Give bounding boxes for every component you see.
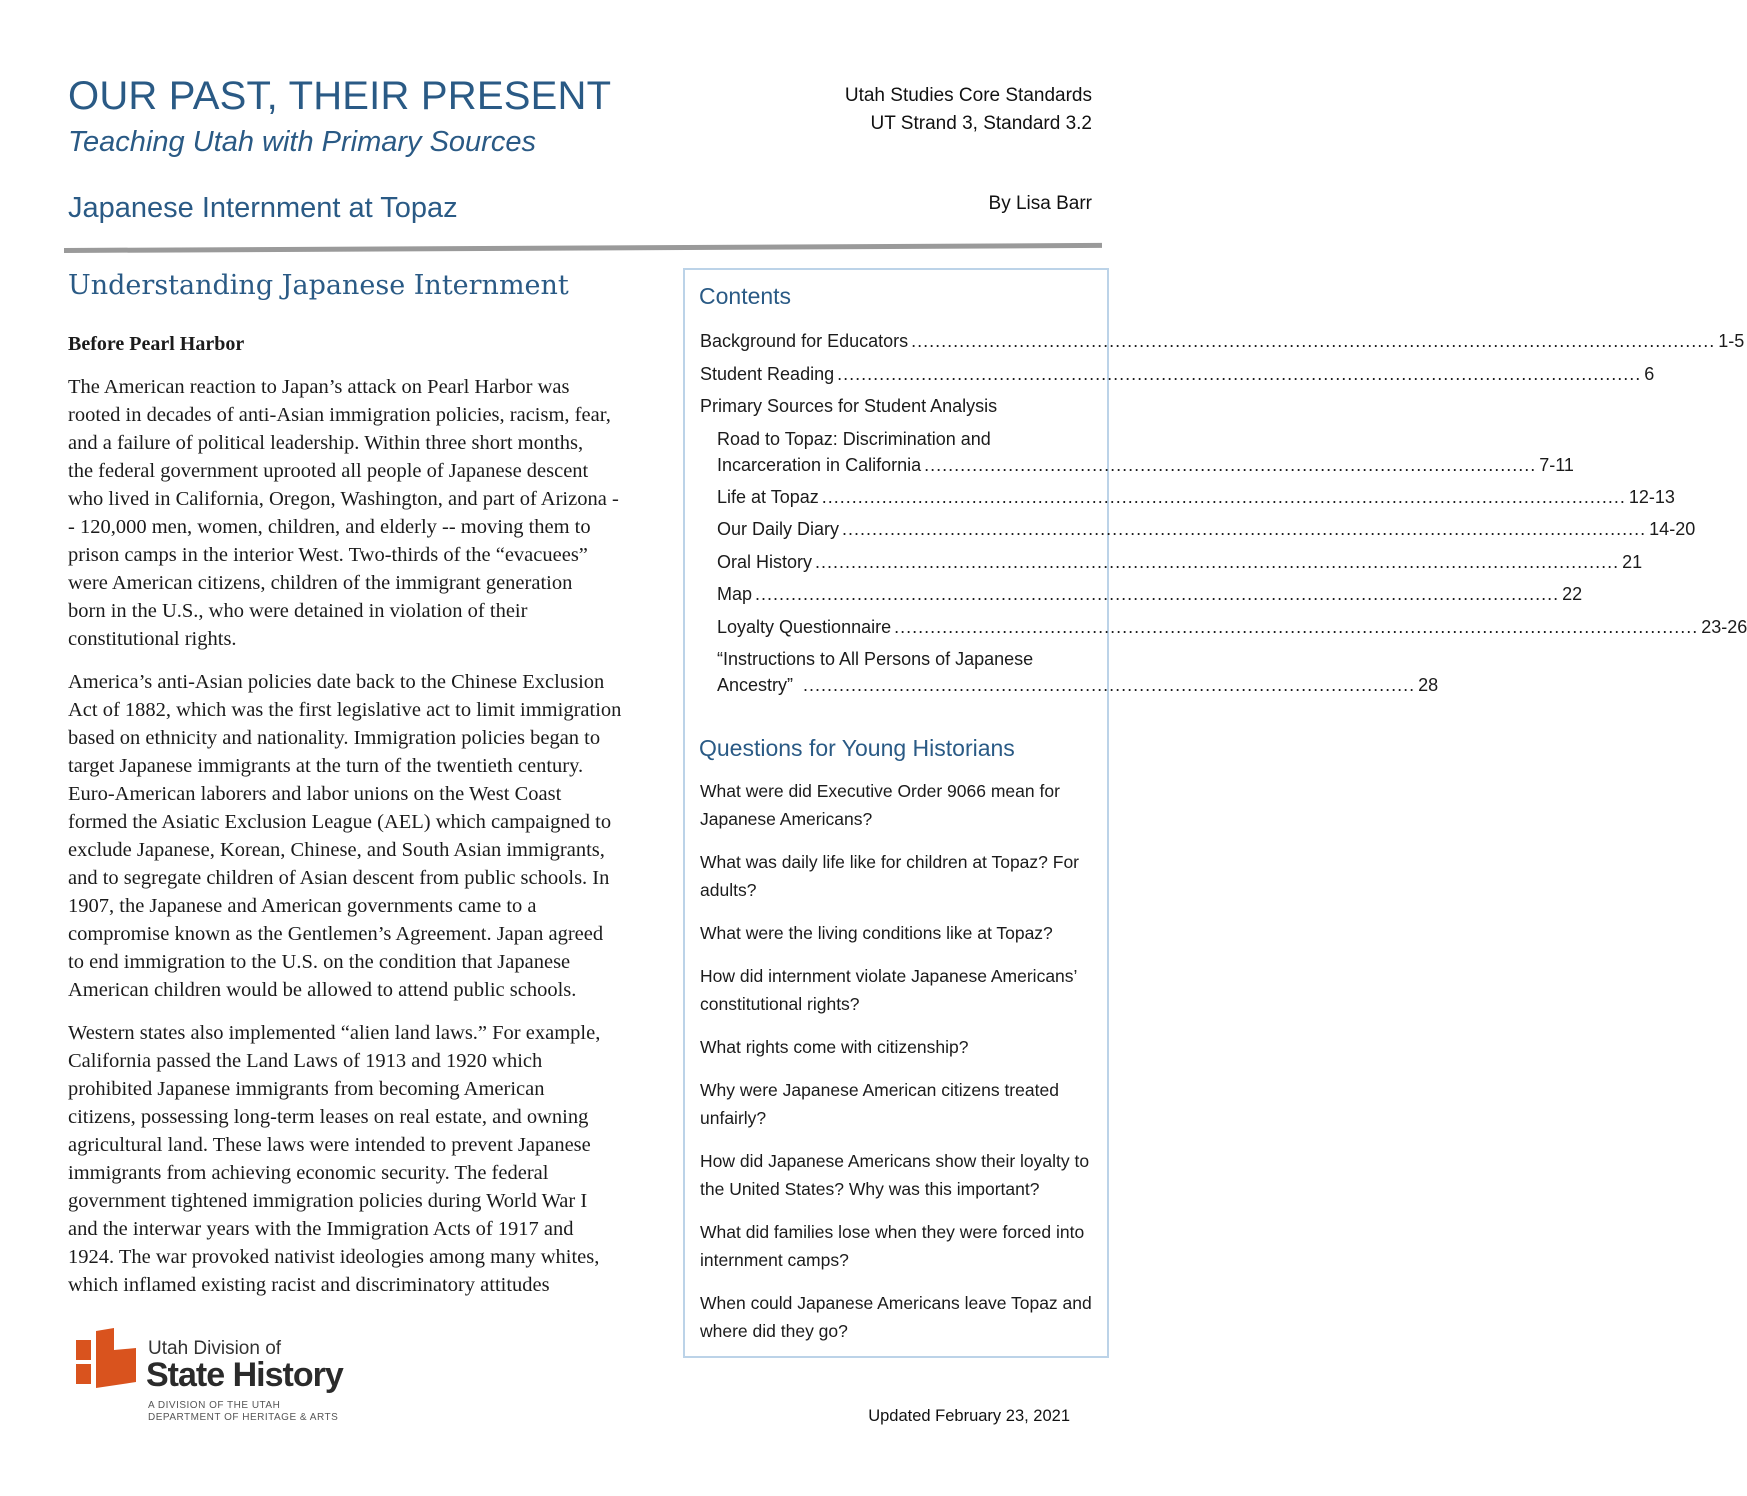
toc-leader: [822, 484, 1626, 510]
toc-label: Life at Topaz: [717, 486, 819, 507]
logo-tagline-line-2: DEPARTMENT OF HERITAGE & ARTS: [148, 1412, 339, 1423]
text-line: citizens, possessing long-term leases on real estate, and owning: [68, 1106, 589, 1128]
question-item: What rights come with citizenship?: [700, 1037, 969, 1057]
toc-label: Oral History: [717, 551, 813, 572]
toc-leader: [911, 328, 1715, 354]
toc-label: Background for Educators: [700, 331, 909, 351]
text-line: 1924. The war provoked nativist ideologies among many whites,: [68, 1246, 600, 1268]
article-subheading: Before Pearl Harbor: [68, 333, 245, 355]
standards-line-2: UT Strand 3, Standard 3.2: [870, 113, 1092, 134]
text-line: target Japanese immigrants at the turn of the twentieth century.: [68, 755, 584, 777]
text-line: formed the Asiatic Exclusion League (AEL) which campaigned to: [68, 811, 612, 833]
toc-page: 6: [1644, 363, 1655, 384]
text-line: based on ethnicity and nationality. Immigration policies began to: [68, 727, 601, 749]
page-subtitle: Teaching Utah with Primary Sources: [68, 126, 536, 158]
toc-item[interactable]: [700, 328, 1745, 361]
text-line: - 120,000 men, women, children, and elderly -- moving them to: [68, 516, 591, 538]
toc-item[interactable]: [700, 484, 1675, 517]
question-item: What were the living conditions like at Topaz?: [700, 923, 1053, 943]
header-divider: [64, 243, 1102, 253]
question-item: How did internment violate Japanese Americans’ constitutional rights?: [700, 966, 1077, 1014]
toc-label-continued: Ancestry”: [717, 675, 794, 695]
question-item: How did Japanese Americans show their loyalty to the United States? Why was this important?: [700, 1151, 1090, 1199]
toc-label: Road to Topaz: Discrimination and: [717, 428, 991, 449]
paragraph-3: [68, 1019, 668, 1299]
toc-label: Map: [717, 584, 753, 604]
toc-label: Primary Sources for Student Analysis: [700, 396, 998, 416]
text-line: and to segregate children of Asian descent from public schools. In: [68, 867, 610, 889]
toc-page: 23-26: [1701, 616, 1747, 637]
toc-leader: ......................................................................................................: [924, 454, 1537, 475]
text-line: were American citizens, children of the immigrant generation: [68, 572, 573, 594]
text-line: American children would be allowed to attend public schools.: [68, 979, 577, 1001]
toc-group-heading[interactable]: [700, 393, 1092, 426]
article-body: [68, 373, 668, 1314]
text-line: The American reaction to Japan’s attack on Pearl Harbor was: [68, 376, 570, 398]
state-history-logo-icon: [70, 1328, 142, 1394]
toc-leader: ......................................................................................................: [803, 675, 1416, 695]
toc-label-continued: Incarceration in California: [717, 454, 922, 475]
question-item: What was daily life like for children at Topaz? For adults?: [700, 852, 1080, 900]
toc-page: 21: [1622, 551, 1643, 572]
text-line: and the interwar years with the Immigration Acts of 1917 and: [68, 1218, 574, 1240]
toc-label: Student Reading: [700, 363, 835, 384]
text-line: compromise known as the Gentlemen’s Agreement. Japan agreed: [68, 923, 604, 945]
updated-date: Updated February 23, 2021: [868, 1407, 1070, 1425]
paragraph-2: [68, 668, 668, 1004]
toc-page: 28: [1418, 675, 1439, 695]
text-line: prohibited Japanese immigrants from becoming American: [68, 1078, 545, 1100]
text-line: exclude Japanese, Korean, Chinese, and South Asian immigrants,: [68, 839, 605, 861]
questions-list: [700, 777, 1100, 1360]
text-line: Western states also implemented “alien land laws.” For example,: [68, 1022, 601, 1044]
text-line: America’s anti-Asian policies date back to the Chinese Exclusion: [68, 671, 605, 693]
toc-item[interactable]: [700, 614, 1747, 647]
paragraph-1: [68, 373, 668, 653]
toc-page: 1-5: [1718, 331, 1745, 351]
toc-item[interactable]: [700, 516, 1696, 549]
question-item: What did families lose when they were forced into internment camps?: [700, 1222, 1085, 1270]
table-of-contents: [700, 328, 1747, 704]
page-title: OUR PAST, THEIR PRESENT: [68, 74, 612, 118]
text-line: constitutional rights.: [68, 628, 237, 650]
text-line: the federal government uprooted all people of Japanese descent: [68, 460, 589, 482]
questions-heading: Questions for Young Historians: [699, 735, 1015, 761]
logo-text-tagline: [148, 1400, 338, 1424]
logo-tagline-line-1: A DIVISION OF THE UTAH: [148, 1400, 281, 1411]
toc-item[interactable]: [700, 426, 1574, 484]
section-title: Understanding Japanese Internment: [68, 270, 569, 301]
question-item: What were did Executive Order 9066 mean for Japanese Americans?: [700, 781, 1060, 829]
text-line: which inflamed existing racist and discriminatory attitudes: [68, 1274, 550, 1296]
lesson-topic: Japanese Internment at Topaz: [68, 192, 458, 224]
toc-leader: [755, 581, 1559, 607]
text-line: to end immigration to the U.S. on the condition that Japanese: [68, 951, 571, 973]
toc-label: Our Daily Diary: [717, 519, 840, 539]
text-line: prison camps in the interior West. Two-thirds of the “evacuees”: [68, 544, 588, 566]
toc-label: Loyalty Questionnaire: [717, 616, 892, 637]
text-line: immigrants from achieving economic security. The federal: [68, 1162, 549, 1184]
text-line: government tightened immigration policies during World War I: [68, 1190, 588, 1212]
text-line: California passed the Land Laws of 1913 and 1920 which: [68, 1050, 543, 1072]
toc-page: 14-20: [1649, 519, 1696, 539]
toc-label: “Instructions to All Persons of Japanese: [717, 649, 1034, 669]
toc-page: 7-11: [1539, 454, 1574, 475]
standards-block: [845, 82, 1092, 138]
text-line: 1907, the Japanese and American governments came to a: [68, 895, 537, 917]
toc-leader: [837, 361, 1641, 387]
text-line: agricultural land. These laws were intended to prevent Japanese: [68, 1134, 591, 1156]
toc-leader: [894, 614, 1698, 640]
toc-page: 12-13: [1628, 486, 1675, 507]
toc-item[interactable]: [700, 549, 1643, 582]
toc-leader: [842, 516, 1646, 542]
logo-text-division: Utah Division of: [148, 1338, 282, 1359]
text-line: rooted in decades of anti-Asian immigration policies, racism, fear,: [68, 404, 611, 426]
text-line: who lived in California, Oregon, Washington, and part of Arizona -: [68, 488, 619, 510]
text-line: Euro-American laborers and labor unions on the West Coast: [68, 783, 562, 805]
logo-text-name: State History: [146, 1356, 343, 1394]
text-line: and a failure of political leadership. Within three short months,: [68, 432, 584, 454]
author-byline: By Lisa Barr: [988, 193, 1092, 214]
text-line: born in the U.S., who were detained in violation of their: [68, 600, 528, 622]
text-line: Act of 1882, which was the first legislative act to limit immigration: [68, 699, 622, 721]
toc-item[interactable]: [700, 361, 1655, 394]
question-item: Why were Japanese American citizens treated unfairly?: [700, 1080, 1059, 1128]
toc-leader: [815, 549, 1619, 575]
toc-page: 22: [1562, 584, 1583, 604]
question-item: When could Japanese Americans leave Topaz and where did they go?: [700, 1293, 1092, 1341]
toc-item[interactable]: [700, 646, 1439, 704]
sidebar-box: [683, 268, 1747, 1358]
standards-line-1: Utah Studies Core Standards: [844, 85, 1092, 106]
contents-heading: Contents: [699, 283, 792, 309]
toc-item[interactable]: [700, 581, 1583, 614]
